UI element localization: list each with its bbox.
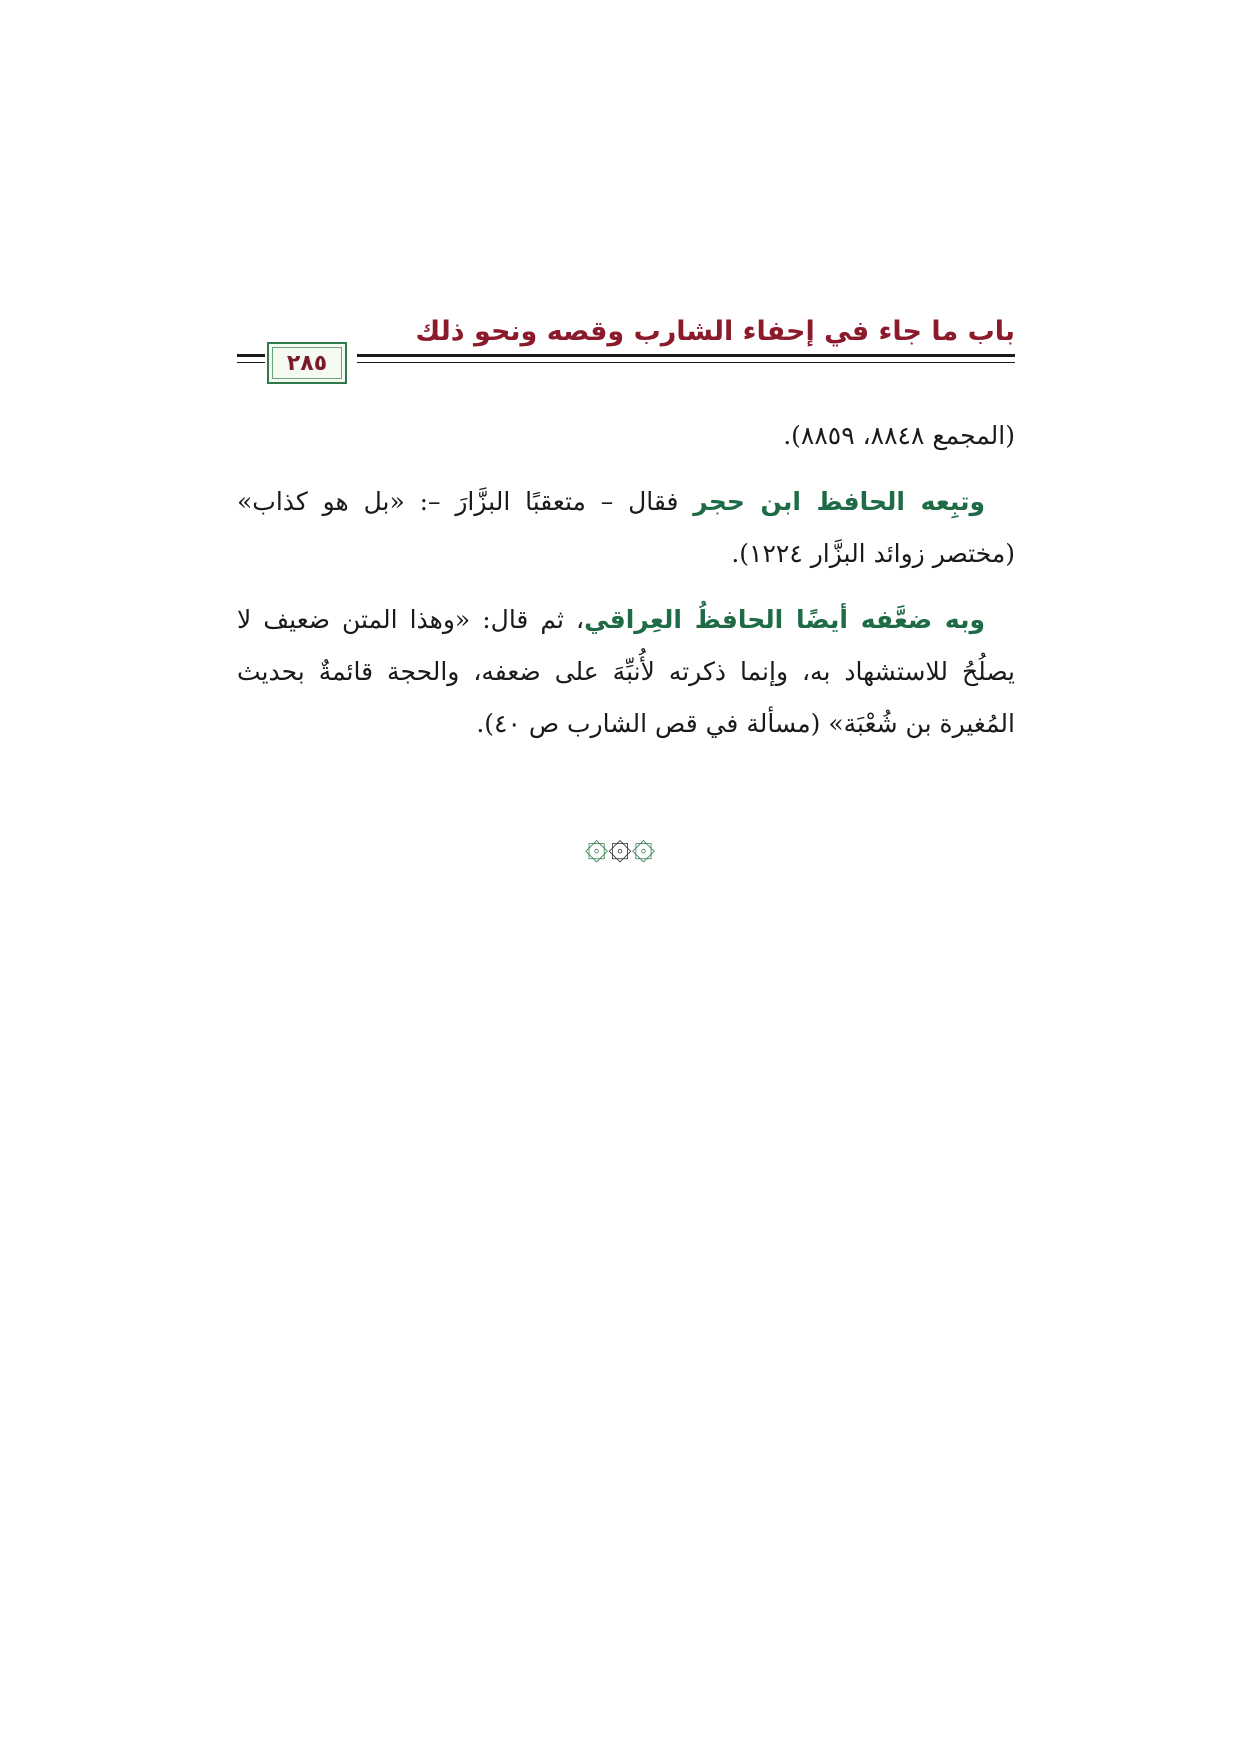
section-end-ornaments	[0, 822, 1240, 868]
header-rule-right-thin	[357, 362, 1015, 363]
paragraph-ibn-hajar-text: فقال – متعقبًا البزَّارَ –: «بل هو كذاب» (مختصر زوائد البزَّار ١٢٢٤).	[237, 487, 1015, 568]
header-rule-left	[237, 354, 265, 357]
ornament-center-icon: ۞	[608, 822, 632, 868]
paragraph-iraqi	[237, 594, 1015, 750]
header-rule-right	[357, 354, 1015, 357]
page-number-badge	[267, 342, 347, 384]
ornament-left-icon: ۞	[631, 822, 656, 868]
page-header	[237, 304, 1015, 384]
paragraph-reference: (المجمع ٨٨٤٨، ٨٨٥٩).	[783, 421, 1015, 450]
chapter-title: باب ما جاء في إحفاء الشارب وقصه ونحو ذلك	[415, 316, 1015, 347]
body-text	[237, 410, 1015, 764]
paragraph-iraqi-text: ، ثم قال: «وهذا المتن ضعيف لا يصلُحُ للاستشهاد به، وإنما ذكرته لأُنبِّهَ على ضعفه، والحجة قائمةٌ بحديث المُغيرة بن شُعْبَة» (مسألة في قص الشارب ص ٤٠).	[237, 605, 1015, 738]
ornament-right-icon: ۞	[584, 822, 609, 868]
paragraph-ibn-hajar	[237, 476, 1015, 580]
highlight-ibn-hajar: وتبِعه الحافظ ابن حجر	[693, 487, 985, 516]
highlight-iraqi: وبه ضعَّفه أيضًا الحافظُ العِراقي	[584, 605, 985, 634]
header-rule-left-thin	[237, 362, 265, 363]
page-number: ٢٨٥	[286, 350, 328, 376]
